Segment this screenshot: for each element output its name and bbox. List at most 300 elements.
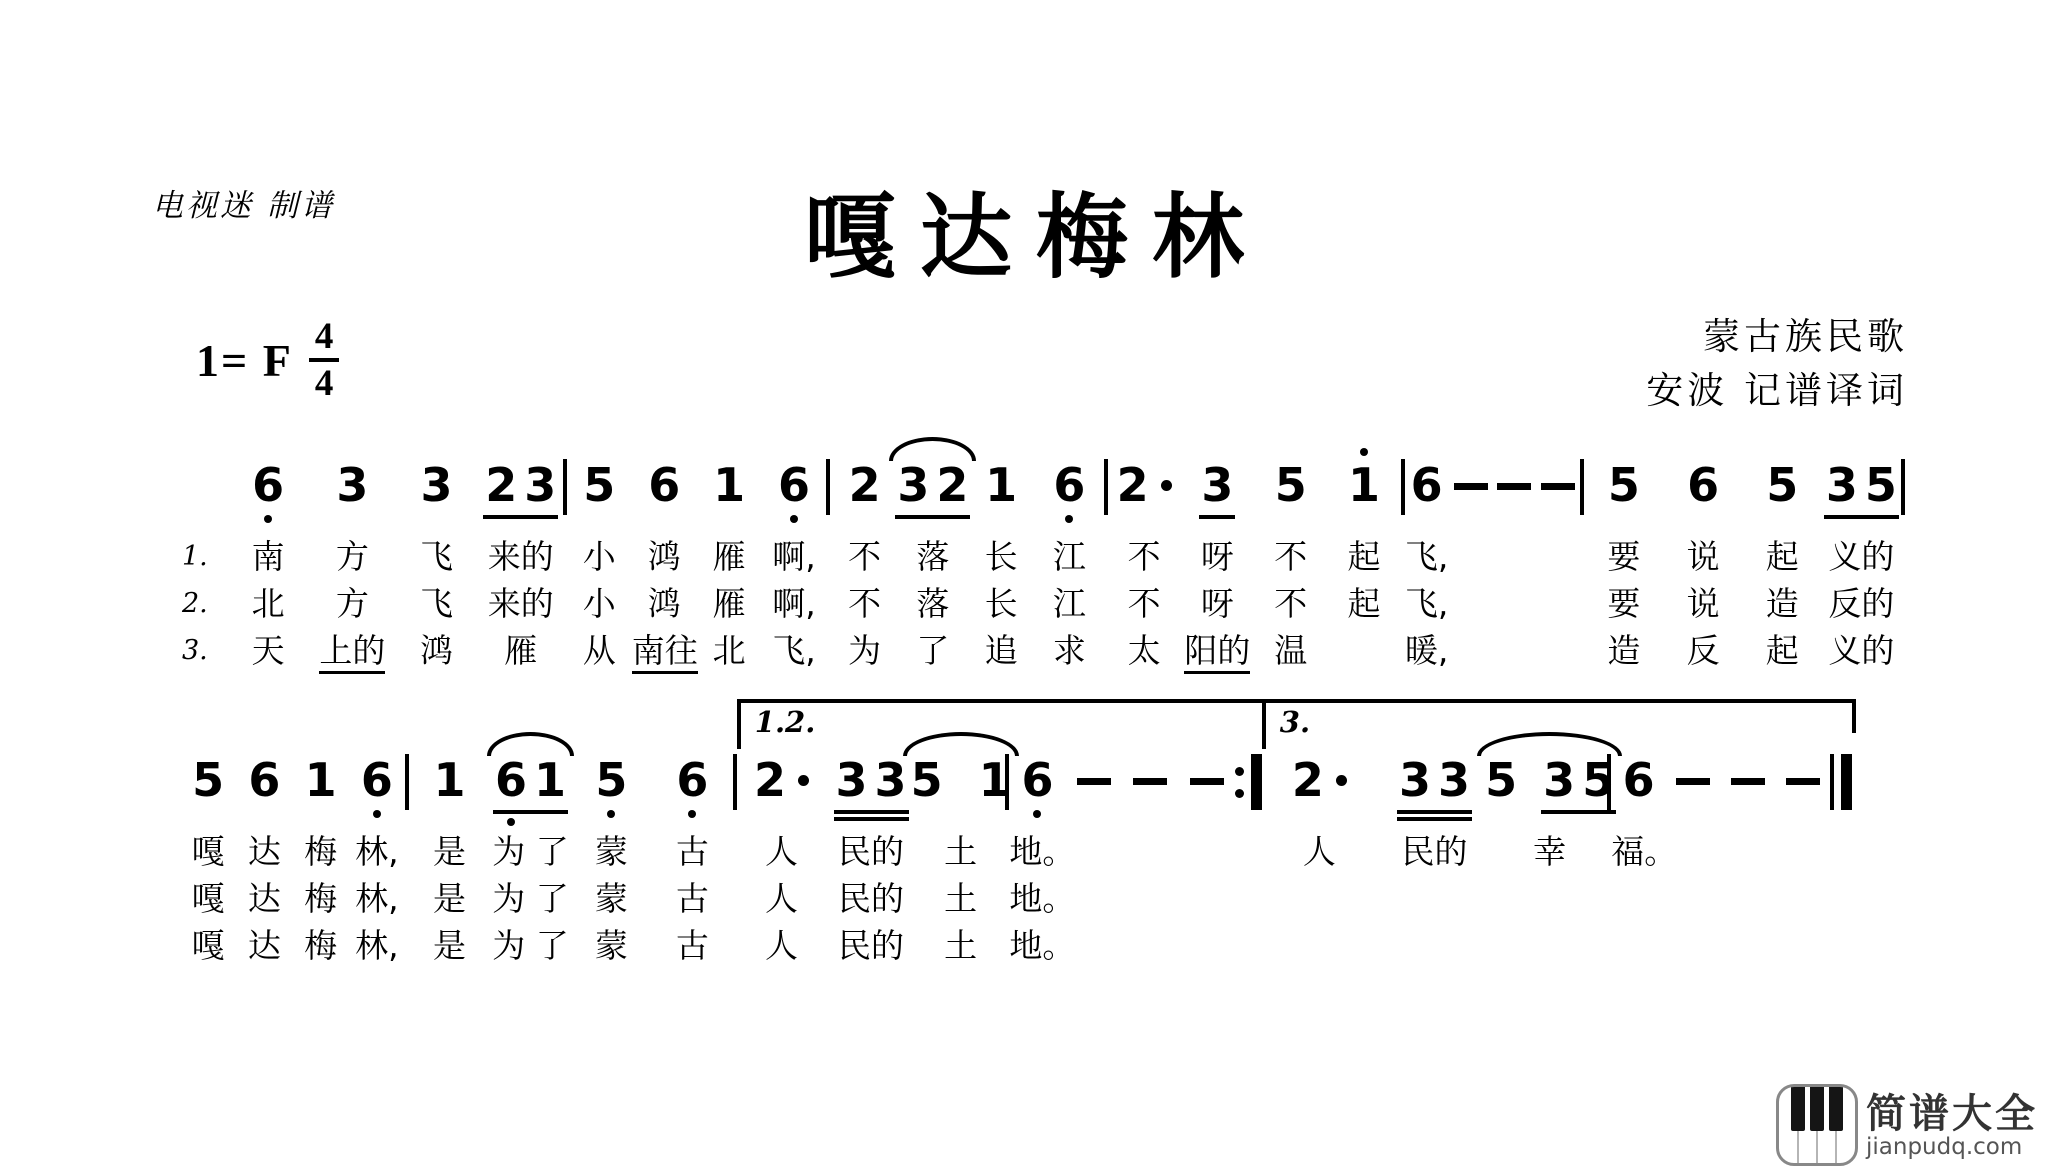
lyric-syllable: 起 — [1765, 537, 1799, 576]
note-area — [1493, 460, 1537, 514]
lyric-syllable: 不 — [1127, 537, 1161, 576]
volta-label: 1.2. — [754, 705, 816, 739]
lyric-syllable: 江 — [1052, 537, 1086, 576]
note-area — [490, 755, 571, 809]
lyric-syllable: 落 — [916, 584, 950, 623]
lyric-syllable — [1327, 628, 1400, 675]
note-digit: 3 — [336, 458, 369, 512]
note-area — [1066, 755, 1122, 809]
note-digit: 1 — [304, 753, 337, 807]
measure — [567, 460, 831, 675]
lyric-syllable: 啊, — [772, 584, 816, 623]
note — [583, 460, 615, 514]
lyric-syllable: 古 — [675, 879, 709, 918]
note-column — [1485, 753, 1615, 970]
note-column — [394, 460, 478, 675]
note-column — [1405, 460, 1449, 675]
lyric-syllable — [1775, 876, 1830, 923]
lyric-syllable: 为 — [848, 631, 882, 670]
lyric-syllable: 梅 — [304, 879, 338, 918]
note-digit: 1 — [985, 458, 1018, 512]
note-area — [310, 460, 394, 514]
lyric-syllable: 蒙 — [594, 926, 628, 965]
slur-arc — [889, 437, 976, 461]
lyric-syllable: 飞, — [1404, 584, 1449, 623]
note-digit: 3 — [1543, 753, 1576, 807]
lyric-syllable — [1536, 534, 1580, 581]
duration-dash — [1190, 778, 1224, 785]
lyric-syllable: 嘎 — [191, 832, 225, 871]
note-area — [899, 460, 967, 514]
note-group — [252, 460, 284, 510]
note-column — [479, 460, 563, 675]
note-area — [1584, 460, 1663, 514]
lyric-syllable — [1493, 581, 1537, 628]
low-octave-dot — [1065, 515, 1073, 523]
note-digit: 3 — [524, 458, 557, 512]
lyric-syllable: 起 — [1347, 584, 1381, 623]
note-digit: 2 — [754, 753, 787, 807]
note — [434, 755, 466, 809]
note-column — [1721, 755, 1776, 970]
note — [1021, 755, 1053, 809]
note-digit: 6 — [495, 755, 527, 805]
note-column — [826, 755, 916, 970]
note-area — [826, 755, 916, 809]
lyric-syllable: 古 — [675, 926, 709, 965]
note-column — [1107, 460, 1180, 675]
note-digit: 5 — [595, 755, 627, 805]
lyric-syllable: 了 — [916, 631, 950, 670]
lyric-syllable: 鸿 — [647, 537, 681, 576]
note-area — [652, 755, 733, 809]
note-digit: 2 — [936, 458, 969, 512]
note-digit: 2 — [1116, 458, 1149, 512]
note-area — [293, 755, 349, 809]
lyric-syllable — [1066, 876, 1122, 923]
note — [1411, 460, 1443, 514]
note-column — [899, 460, 967, 675]
lyric-syllable — [1611, 923, 1666, 970]
note-group — [1292, 755, 1347, 805]
augmentation-dot-icon — [798, 775, 809, 786]
lyric-syllable: 小 — [582, 537, 616, 576]
note-group — [911, 755, 1011, 805]
note-column — [1254, 460, 1327, 675]
lyric-syllable: 鸿 — [420, 631, 454, 670]
lyric-syllable: 人 — [765, 832, 799, 871]
note-area — [1485, 753, 1615, 809]
lyric-syllable: 江 — [1052, 584, 1086, 623]
lyric-syllable: 义的 — [1828, 631, 1895, 670]
note-digit: 2 — [848, 458, 881, 512]
note-column — [1009, 753, 1076, 970]
lyric-syllable — [1181, 628, 1254, 675]
lyric-syllable — [1493, 628, 1537, 675]
time-signature-numerator: 4 — [309, 318, 340, 362]
measure — [180, 755, 409, 970]
note-digit: 6 — [1053, 460, 1085, 510]
note-column — [1743, 460, 1822, 675]
note-column — [1822, 460, 1901, 675]
lyric-syllable: 不 — [1274, 584, 1308, 623]
lyric-syllable — [310, 628, 394, 675]
note-digit: 6 — [1410, 458, 1443, 512]
lyric-syllable — [1721, 829, 1776, 876]
duration-dash-box — [1541, 460, 1575, 514]
note-group — [985, 460, 1017, 510]
lyric-syllable: 嘎 — [191, 879, 225, 918]
lyric-syllable: 说 — [1686, 584, 1720, 623]
low-octave-dot — [507, 818, 515, 826]
note-group — [361, 755, 393, 805]
lyric-syllable: 蒙 — [594, 879, 628, 918]
low-octave-dot — [790, 515, 798, 523]
lyric-syllable: 为 了 — [492, 926, 569, 965]
duration-dash — [1454, 483, 1488, 490]
note-area — [762, 460, 827, 514]
repeat-dot — [1235, 767, 1244, 776]
lyric-syllable-underlined: 阳的 — [1184, 631, 1250, 674]
note-column — [409, 755, 490, 970]
low-octave-dot — [1033, 810, 1041, 818]
lyric-syllable — [1066, 923, 1122, 970]
duration-dash-box — [1190, 755, 1224, 809]
measure — [226, 460, 567, 675]
high-octave-dot — [1360, 448, 1368, 456]
lyric-syllable: 林, — [355, 926, 399, 965]
note-digit: 5 — [1864, 458, 1897, 512]
lyric-syllable: 地。 — [1009, 926, 1076, 965]
note-column — [1664, 460, 1743, 675]
duration-dash — [1676, 778, 1710, 785]
lyric-syllable: 达 — [247, 879, 281, 918]
note-digit: 6 — [361, 755, 393, 805]
note-area — [479, 460, 563, 514]
note-group — [495, 755, 566, 805]
note-area — [1775, 755, 1830, 809]
lyric-syllable: 要 — [1607, 537, 1641, 576]
lyric-syllable: 雁 — [504, 631, 538, 670]
note-group — [1485, 755, 1517, 805]
measure — [1405, 460, 1585, 675]
note-group — [595, 755, 627, 805]
note-area — [1449, 460, 1493, 514]
lyric-syllable: 造 — [1765, 584, 1799, 623]
note-digit: 6 — [1021, 755, 1053, 805]
lyric-syllable: 人 — [1302, 832, 1336, 871]
note-column — [697, 460, 762, 675]
lyric-syllable — [1122, 923, 1178, 970]
note-group — [485, 460, 556, 510]
note-group — [1399, 755, 1470, 805]
note — [1766, 460, 1798, 514]
watermark-text — [1866, 1092, 2038, 1159]
score-system — [180, 432, 1905, 675]
arranger-credit: 安波 记谱译词 — [1646, 368, 1908, 412]
lyric-syllable — [1066, 829, 1122, 876]
note-area — [1181, 460, 1254, 514]
lyric-syllable: 是 — [433, 879, 467, 918]
note — [849, 460, 881, 514]
note-column — [910, 753, 1011, 970]
lyric-syllable — [1536, 581, 1580, 628]
note — [305, 755, 337, 809]
note-column — [967, 460, 1035, 675]
note-group — [248, 755, 280, 805]
repeat-dots — [1235, 767, 1244, 798]
lyric-syllable: 小 — [582, 584, 616, 623]
lyric-syllable: 飞 — [420, 584, 454, 623]
note-column — [762, 460, 827, 675]
duration-dash — [1077, 778, 1111, 785]
lyric-syllable-underlined: 上的 — [319, 631, 385, 674]
lyric-syllable: 造 — [1607, 631, 1641, 670]
note-group — [754, 755, 809, 805]
note-group — [1543, 755, 1614, 805]
measure — [1107, 460, 1404, 675]
lyric-syllable: 雁 — [712, 584, 746, 623]
note-digit: 3 — [1825, 458, 1858, 512]
black-key — [1791, 1087, 1805, 1131]
note — [836, 755, 907, 809]
note-group — [1623, 755, 1655, 805]
brand-site: jianpudq.com — [1866, 1133, 2023, 1160]
note-area — [226, 460, 310, 514]
lyric-syllable: 梅 — [304, 832, 338, 871]
note-column — [1611, 753, 1678, 970]
lyric-syllable: 地。 — [1009, 879, 1076, 918]
note-area — [571, 755, 652, 809]
lyric-syllable — [1262, 923, 1377, 970]
note-column — [571, 755, 652, 970]
note — [676, 755, 708, 809]
note-column — [1181, 460, 1254, 675]
lyric-syllable — [1377, 876, 1492, 923]
lyric-syllable: 为 了 — [492, 879, 569, 918]
repeat-end-barline — [1235, 754, 1262, 810]
note — [985, 460, 1017, 514]
lyric-syllable: 民的 — [1401, 832, 1468, 871]
note-area — [1122, 755, 1178, 809]
lyric-syllable — [1122, 829, 1178, 876]
note-area — [632, 460, 697, 514]
lyric-syllable — [1262, 876, 1377, 923]
lyric-syllable: 为 了 — [492, 832, 569, 871]
note-column — [1035, 460, 1103, 675]
watermark — [1776, 1084, 2038, 1166]
verse-labels — [180, 460, 226, 675]
lyric-syllable: 不 — [848, 584, 882, 623]
note-column — [1775, 755, 1830, 970]
note-column — [1066, 755, 1122, 970]
duration-dash — [1731, 778, 1765, 785]
note — [754, 755, 809, 809]
note-digit: 2 — [485, 458, 518, 512]
lyric-syllable — [1492, 876, 1607, 923]
note-group — [1053, 460, 1085, 510]
lyric-syllable: 呀 — [1200, 537, 1234, 576]
note-group — [676, 755, 708, 805]
note-area — [1536, 460, 1580, 514]
note-spacer — [180, 460, 226, 514]
lyric-syllable: 林, — [355, 832, 399, 871]
lyric-syllable — [1611, 876, 1666, 923]
lyric-syllable: 方 — [335, 537, 369, 576]
note-area — [1721, 755, 1776, 809]
lyric-syllable — [1449, 628, 1493, 675]
lyric-syllable: 长 — [984, 584, 1018, 623]
duration-dash — [1497, 483, 1531, 490]
note-column — [180, 755, 236, 970]
note-area — [1666, 755, 1721, 809]
note-column — [1493, 460, 1537, 675]
note-area — [1377, 755, 1492, 809]
duration-dash-box — [1497, 460, 1531, 514]
note-digit: 5 — [1582, 753, 1615, 807]
lyric-syllable: 长 — [984, 537, 1018, 576]
note — [1826, 460, 1897, 514]
slur-arc — [487, 732, 574, 756]
note-digit: 1 — [978, 753, 1011, 807]
measure — [737, 755, 1010, 970]
lyric-syllable — [1178, 876, 1234, 923]
black-key — [1829, 1087, 1843, 1131]
lyric-syllable: 不 — [1274, 537, 1308, 576]
note-column — [1666, 755, 1721, 970]
note-group — [648, 460, 680, 510]
thick-bar — [1841, 754, 1852, 810]
duration-dash-box — [1731, 755, 1765, 809]
lyric-syllable — [1775, 829, 1830, 876]
system-row — [180, 460, 1905, 675]
lyric-syllable — [1536, 628, 1580, 675]
low-octave-dot — [688, 810, 696, 818]
thin-bar — [1830, 754, 1834, 810]
duration-dash-box — [1077, 755, 1111, 809]
lyric-syllable — [1666, 923, 1721, 970]
lyric-syllable: 来的 — [487, 584, 554, 623]
time-signature-denominator: 4 — [314, 363, 334, 404]
note-digit: 6 — [1687, 458, 1720, 512]
note-column — [1449, 460, 1493, 675]
note-digit: 3 — [874, 753, 907, 807]
lyric-syllable: 飞, — [1404, 537, 1449, 576]
note-group — [1766, 460, 1798, 510]
note-digit: 1 — [533, 753, 566, 807]
note-area — [910, 753, 1011, 809]
bar-container — [1901, 460, 1905, 675]
lyric-syllable: 义的 — [1828, 537, 1895, 576]
duration-dash — [1541, 483, 1575, 490]
lyric-syllable: 啊, — [772, 537, 816, 576]
note-group — [1348, 460, 1380, 510]
note-area — [1611, 755, 1666, 809]
note — [192, 755, 224, 809]
note-area — [1327, 460, 1400, 514]
lyric-syllable: 地。 — [1009, 832, 1076, 871]
lyric-syllable: 幸 — [1533, 832, 1567, 871]
lyric-syllable: 太 — [1127, 631, 1161, 670]
note-digit: 5 — [583, 458, 616, 512]
note-digit: 5 — [1274, 458, 1307, 512]
note — [778, 460, 810, 514]
lyric-syllable: 从 — [582, 631, 616, 670]
repeat-dot — [1235, 789, 1244, 798]
lyric-syllable — [1721, 923, 1776, 970]
lyric-syllable: 是 — [433, 926, 467, 965]
duration-dash-box — [1133, 755, 1167, 809]
lyric-syllable: 土 — [944, 879, 978, 918]
lyric-syllable: 飞 — [420, 537, 454, 576]
note-column — [1327, 460, 1400, 675]
note-area — [697, 460, 762, 514]
note — [1485, 755, 1614, 809]
note — [1399, 755, 1470, 809]
note — [252, 460, 284, 514]
lyric-syllable — [1122, 876, 1178, 923]
note — [1623, 755, 1655, 809]
note-area — [830, 460, 898, 514]
lyric-syllable: 天 — [251, 631, 285, 670]
lyric-syllable: 方 — [335, 584, 369, 623]
note-area — [1178, 755, 1234, 809]
note-column — [349, 755, 405, 970]
lyric-syllable: 北 — [712, 631, 746, 670]
lyric-syllable: 不 — [848, 537, 882, 576]
lyric-syllable-underlined: 南往 — [632, 631, 698, 674]
note-digit: 6 — [248, 753, 281, 807]
note-group — [836, 755, 907, 805]
bar-container — [1830, 755, 1852, 970]
note-group — [336, 460, 368, 510]
note-digit: 6 — [676, 755, 708, 805]
lyric-syllable: 落 — [916, 537, 950, 576]
duration-dash-box — [1676, 755, 1710, 809]
lyric-syllable: 温 — [1274, 631, 1308, 670]
note-digit: 6 — [778, 460, 810, 510]
note — [336, 460, 368, 514]
note-area — [1009, 755, 1065, 809]
note-digit: 5 — [1607, 458, 1640, 512]
lyric-syllable: 土 — [944, 832, 978, 871]
note-column — [1584, 460, 1663, 675]
lyric-syllable: 达 — [247, 926, 281, 965]
note — [1348, 460, 1380, 514]
measure — [1262, 753, 1615, 970]
lyric-syllable: 要 — [1607, 584, 1641, 623]
song-title: 嘎达梅林 — [803, 183, 1268, 291]
note-digit: 5 — [1485, 753, 1518, 807]
note — [595, 755, 627, 809]
lyric-syllable: 是 — [433, 832, 467, 871]
note — [485, 460, 556, 514]
note-digit: 1 — [433, 753, 466, 807]
lyric-syllable: 反的 — [1828, 584, 1895, 623]
key-signature: 1= F — [196, 334, 293, 386]
lyric-syllable: 呀 — [1200, 584, 1234, 623]
note-area — [409, 755, 490, 809]
lyric-syllable: 暖, — [1404, 631, 1449, 670]
lyric-syllable: 北 — [251, 584, 285, 623]
note-group — [1687, 460, 1719, 510]
duration-dash — [1786, 778, 1820, 785]
note-area — [1405, 460, 1449, 514]
lyric-syllable: 人 — [765, 879, 799, 918]
note-column — [490, 755, 571, 970]
lyric-syllable: 来的 — [487, 537, 554, 576]
barline — [1901, 459, 1905, 515]
